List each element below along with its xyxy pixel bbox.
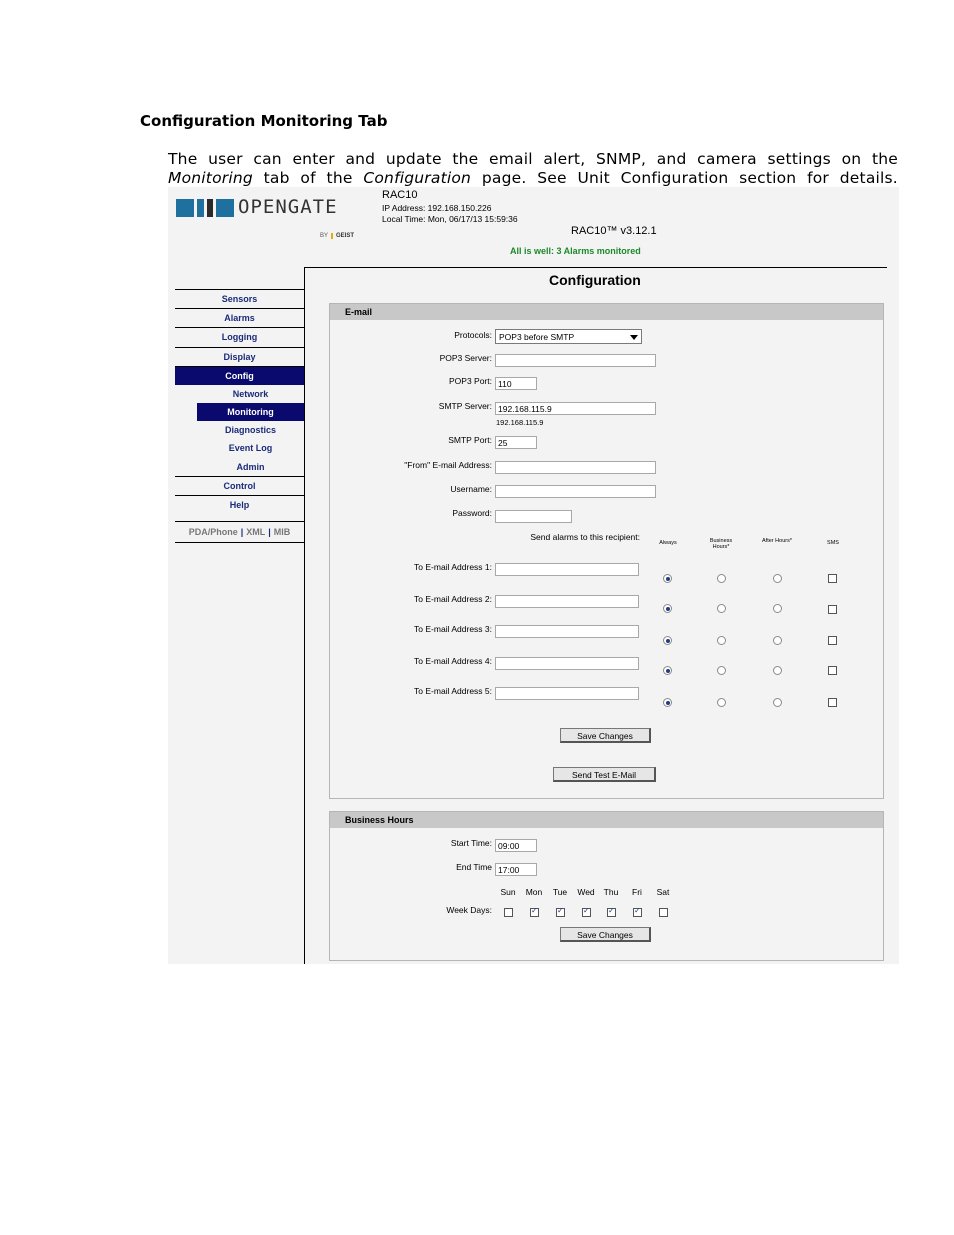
recipient-4-sms-checkbox[interactable] [828,666,837,675]
logo-squares-icon [176,199,236,217]
recipient-4-after-radio[interactable] [773,666,782,675]
thu-checkbox[interactable] [607,908,616,917]
logo-by: BY GEIST [320,233,355,239]
smtp-server-input[interactable]: 192.168.115.9 [495,402,656,415]
nav-display[interactable]: Display [175,347,304,366]
username-input[interactable] [495,485,656,498]
nav-sensors[interactable]: Sensors [175,289,304,308]
recipient-2-input[interactable] [495,595,639,608]
recipient-2-after-radio[interactable] [773,604,782,613]
col-after-hours: After Hours* [762,538,792,544]
mon-checkbox[interactable] [530,908,539,917]
status-message: All is well: 3 Alarms monitored [510,246,641,256]
recipient-1-after-radio[interactable] [773,574,782,583]
nav-footer: PDA/Phone | XML | MIB [175,521,304,543]
recipient-5-business-radio[interactable] [717,698,726,707]
local-time: Local Time: Mon, 06/17/13 15:59:36 [382,214,518,224]
tue-checkbox[interactable] [556,908,565,917]
recipient-5-after-radio[interactable] [773,698,782,707]
smtp-server-label: SMTP Server: [438,401,492,411]
sun-checkbox[interactable] [504,908,513,917]
nav-event-log[interactable]: Event Log [228,443,273,453]
ip-address: IP Address: 192.168.150.226 [382,203,492,213]
page-title: Configuration [549,272,641,288]
recipient-5-always-radio[interactable] [663,698,672,707]
nav-config[interactable]: Config [175,366,304,385]
nav-logging[interactable]: Logging [175,327,304,346]
nav-admin[interactable]: Admin [236,462,265,472]
content-top-divider [304,267,887,268]
business-section-title: Business Hours [330,812,883,828]
sat-checkbox[interactable] [659,908,668,917]
recipient-1-label: To E-mail Address 1: [414,562,492,572]
email-section-title: E-mail [330,304,883,320]
day-wed: Wed [577,887,595,897]
recipient-3-sms-checkbox[interactable] [828,636,837,645]
day-mon: Mon [525,887,543,897]
screenshot [168,187,899,964]
send-test-email-button[interactable]: Send Test E-Mail [553,767,656,782]
recipient-4-label: To E-mail Address 4: [414,656,492,666]
nav-mib[interactable]: MIB [273,527,291,537]
nav-network[interactable]: Network [232,389,269,399]
send-alarms-label: Send alarms to this recipient: [530,532,640,542]
wed-checkbox[interactable] [582,908,591,917]
nav-pda-phone[interactable]: PDA/Phone [188,527,238,537]
pop3-server-label: POP3 Server: [439,353,492,363]
nav-alarms[interactable]: Alarms [175,308,304,327]
recipient-4-business-radio[interactable] [717,666,726,675]
recipient-2-label: To E-mail Address 2: [414,594,492,604]
recipient-3-after-radio[interactable] [773,636,782,645]
recipient-2-business-radio[interactable] [717,604,726,613]
firmware-version: RAC10™ v3.12.1 [571,225,657,237]
recipient-5-sms-checkbox[interactable] [828,698,837,707]
recipient-1-input[interactable] [495,563,639,576]
col-business-hours: Business Hours* [709,538,733,550]
recipient-3-input[interactable] [495,625,639,638]
username-label: Username: [450,484,492,494]
day-sun: Sun [500,887,516,897]
smtp-port-label: SMTP Port: [448,435,492,445]
day-sat: Sat [656,887,670,897]
para-pre: The user can enter and update the email alert, SNMP, and camera settings on the [168,150,898,168]
para-em-monitoring: Monitoring [168,169,253,187]
content-left-divider [304,267,305,964]
nav-diagnostics[interactable]: Diagnostics [224,425,276,435]
device-name: RAC10 [382,189,418,201]
day-fri: Fri [632,887,642,897]
business-hours-panel [329,811,884,961]
recipient-3-always-radio[interactable] [663,636,672,645]
fri-checkbox[interactable] [633,908,642,917]
recipient-1-always-radio[interactable] [663,574,672,583]
logo-text: OPENGATE [238,196,338,218]
end-time-input[interactable]: 17:00 [495,863,537,876]
smtp-server-hint: 192.168.115.9 [496,418,544,427]
password-input[interactable] [495,510,572,523]
recipient-3-label: To E-mail Address 3: [414,624,492,634]
save-changes-button[interactable]: Save Changes [560,728,651,743]
nav-control[interactable]: Control [175,476,304,495]
nav-help[interactable]: Help [175,495,304,514]
doc-heading: Configuration Monitoring Tab [140,112,388,130]
recipient-4-always-radio[interactable] [663,666,672,675]
week-days-label: Week Days: [446,905,492,915]
from-address-input[interactable] [495,461,656,474]
recipient-5-label: To E-mail Address 5: [414,686,492,696]
end-time-label: End Time [456,862,492,872]
password-label: Password: [452,508,492,518]
recipient-5-input[interactable] [495,687,639,700]
pop3-port-label: POP3 Port: [449,376,492,386]
nav-monitoring[interactable]: Monitoring [197,403,304,421]
para-em-configuration: Configuration [363,169,472,187]
pop3-server-input[interactable] [495,354,656,367]
para-mid: tab of the [263,169,353,187]
pop3-port-input[interactable]: 110 [495,377,537,390]
recipient-1-sms-checkbox[interactable] [828,574,837,583]
protocols-select[interactable]: POP3 before SMTP [495,329,642,344]
email-panel [329,303,884,799]
day-tue: Tue [552,887,568,897]
recipient-3-business-radio[interactable] [717,636,726,645]
col-sms: SMS [827,540,839,546]
protocols-label: Protocols: [454,330,492,340]
nav-xml[interactable]: XML [246,527,266,537]
start-time-label: Start Time: [450,838,492,848]
recipient-1-business-radio[interactable] [717,574,726,583]
recipient-2-always-radio[interactable] [663,604,672,613]
smtp-port-input[interactable]: 25 [495,436,537,449]
start-time-input[interactable]: 09:00 [495,839,537,852]
business-save-button[interactable]: Save Changes [560,927,651,942]
day-thu: Thu [603,887,619,897]
col-always: Always [659,540,677,546]
recipient-2-sms-checkbox[interactable] [828,605,837,614]
para-post: page. See Unit Configuration section for details. [481,169,898,187]
chevron-down-icon [630,335,638,340]
doc-paragraph [168,150,898,188]
from-address-label: "From" E-mail Address: [404,460,492,470]
recipient-4-input[interactable] [495,657,639,670]
